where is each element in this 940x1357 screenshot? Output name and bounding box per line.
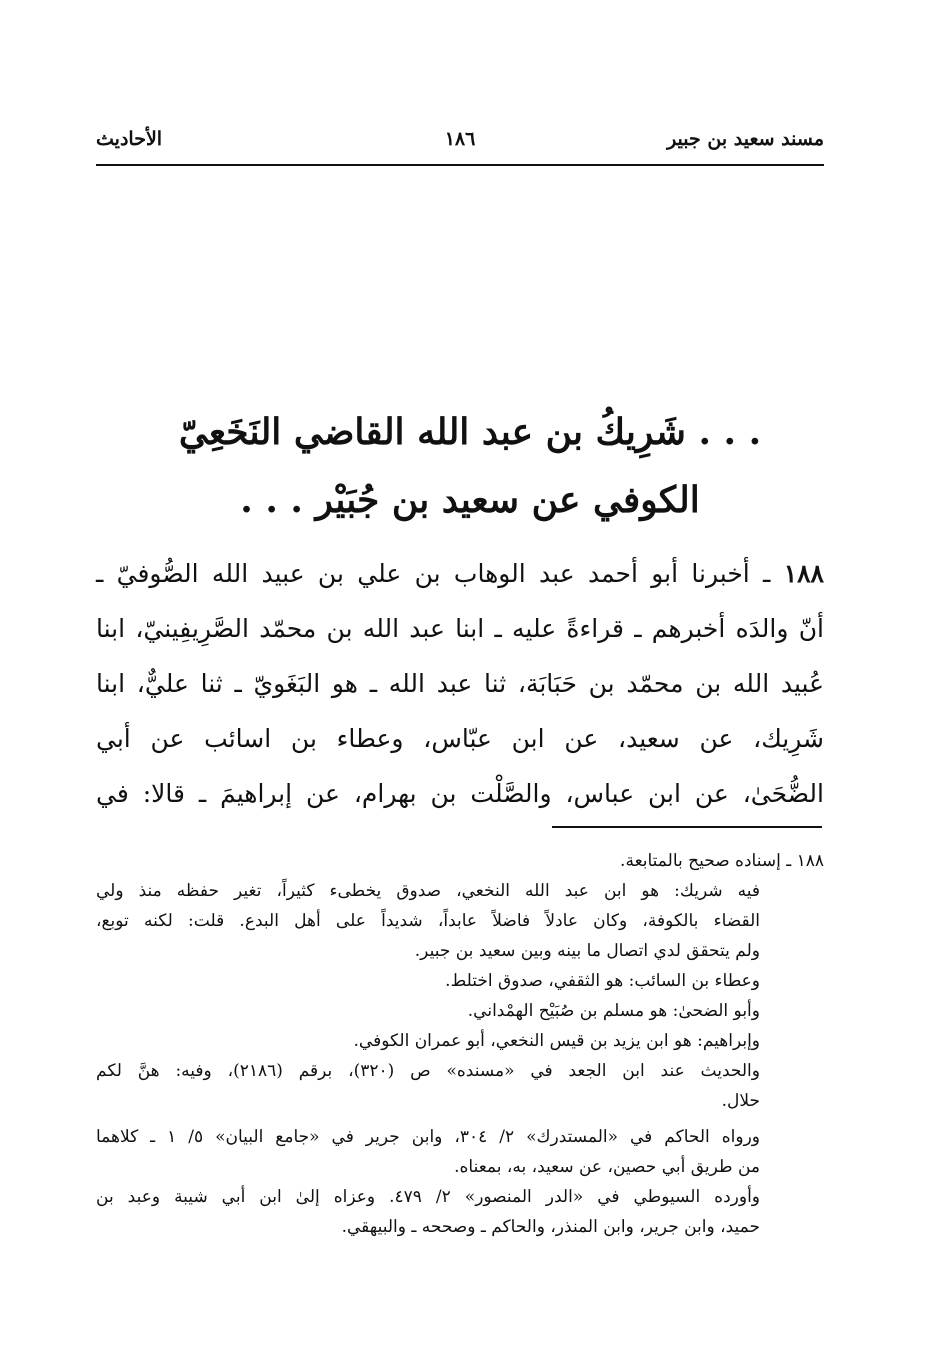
chapter-title-line-1: . . . شَرِيكُ بن عبد الله القاضي النَخَعِيّ	[178, 411, 762, 453]
footnote-line-9: ورواه الحاكم في «المستدرك» ٢/ ٣٠٤، وابن جرير في «جامع البيان» ٥/ ١ ـ كلاهما	[96, 1127, 760, 1147]
section-title: الأحاديث	[96, 128, 163, 150]
chapter-title-line-2: الكوفي عن سعيد بن جُبَيْر . . .	[240, 479, 700, 521]
footnote-line-10: من طريق أبي حصين، عن سعيد، به، بمعناه.	[454, 1157, 760, 1177]
running-header	[96, 128, 824, 158]
footnote-line-5: وأبو الضحىٰ: هو مسلم بن صُبَيْح الهمْداني.	[467, 1001, 760, 1021]
hadith-line-2: أنّ والدَه أخبرهم ـ قراءةً عليه ـ ابنا عبد الله بن محمّد الصَّرِيفِينيّ، ابنا	[96, 614, 824, 643]
hadith-line-4: شَرِيك، عن سعيد، عن ابن عبّاس، وعطاء بن اسائب عن أبي	[96, 724, 824, 753]
footnote-body	[96, 876, 760, 1242]
footnote-separator	[552, 826, 822, 828]
hadith-line-1-text: ـ أخبرنا أبو أحمد عبد الوهاب بن علي بن عبيد الله الصُّوفيّ ـ	[96, 559, 771, 588]
footnote-line-1: فيه شريك: هو ابن عبد الله النخعي، صدوق يخطىء كثيراً، تغير حفظه منذ ولي	[96, 881, 760, 901]
footnote-line-11: وأورده السيوطي في «الدر المنصور» ٢/ ٤٧٩. وعزاه إلىٰ ابن أبي شيبة وعبد بن	[96, 1187, 760, 1207]
hadith-text	[96, 546, 824, 821]
footnote-line-6: وإبراهيم: هو ابن يزيد بن قيس النخعي، أبو عمران الكوفي.	[353, 1031, 760, 1051]
hadith-line-1	[96, 546, 824, 601]
footnote-line-7: والحديث عند ابن الجعد في «مسنده» ص (٣٢٠)، برقم (٢١٨٦)، وفيه: هنَّ لكم	[96, 1061, 760, 1081]
hadith-line-3: عُبيد الله بن محمّد بن حَبَابَة، ثنا عبد الله ـ هو البَغَويّ ـ ثنا عليٌّ، ابنا	[96, 669, 824, 698]
chapter-title	[150, 398, 790, 534]
footnotes	[96, 846, 824, 1242]
footnote-heading-text: ـ إسناده صحيح بالمتابعة.	[620, 851, 792, 871]
footnote-line-2: القضاء بالكوفة، وكان عادلاً فاضلاً عابداً، شديداً على أهل البدع. قلت: لكنه توبع،	[96, 911, 760, 931]
footnote-line-3: ولم يتحقق لدي اتصال ما بينه وبين سعيد بن جبير.	[414, 941, 760, 961]
book-title: مسند سعيد بن جبير	[667, 128, 824, 150]
hadith-number: ١٨٨	[783, 559, 824, 588]
page-number: ١٨٦	[444, 128, 476, 150]
hadith-line-5: الضُّحَىٰ، عن ابن عباس، والصَّلْت بن بهرام، عن إبراهيمَ ـ قالا: في	[96, 779, 824, 808]
footnote-line-8: حلال.	[721, 1091, 760, 1111]
header-rule	[96, 164, 824, 166]
footnote-number: ١٨٨	[796, 851, 824, 871]
footnote-line-4: وعطاء بن السائب: هو الثقفي، صدوق اختلط.	[445, 971, 760, 991]
footnote-heading	[96, 846, 824, 876]
footnote-line-12: حميد، وابن جرير، وابن المنذر، والحاكم ـ وصححه ـ والبيهقي.	[341, 1217, 760, 1237]
